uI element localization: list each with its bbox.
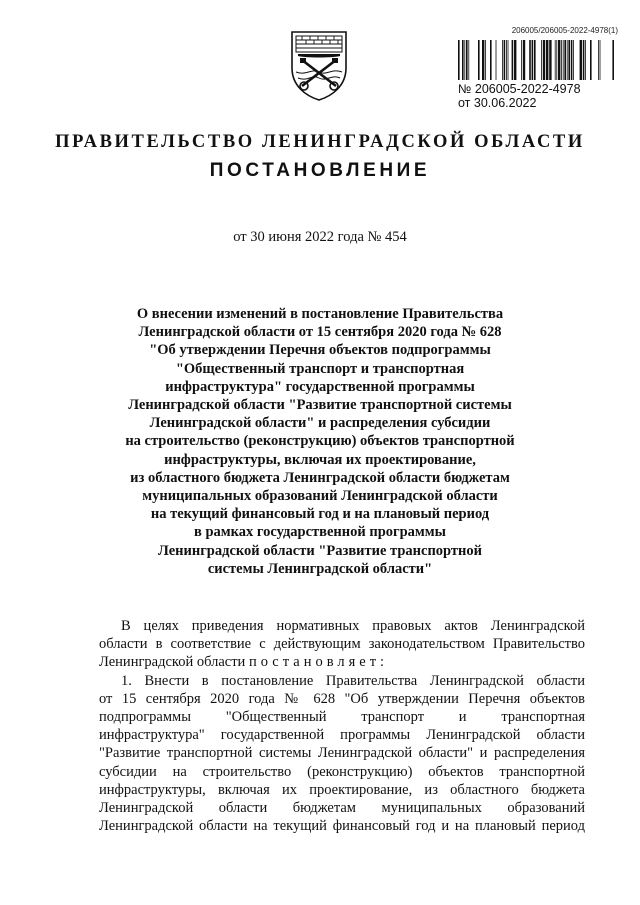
barcode-bar [482,40,484,80]
barcode-bar [514,40,516,80]
barcode-bar [558,40,560,80]
barcode-bar [580,40,582,80]
decree-subject [90,305,550,578]
barcode-bar [563,40,564,80]
subject-line: системы Ленинградской области" [207,560,433,577]
subject-line: в рамках государственной программы [193,524,446,541]
regional-coat-of-arms-icon [288,28,350,102]
barcode-bar [464,40,465,80]
decree-body [99,617,585,835]
barcode-bar [512,40,514,80]
subject-line: на строительство (реконструкцию) объектов транспортной [125,433,515,450]
body-line: области в соответствие с действующим законодательством Правительство [99,636,585,653]
barcode-bar [506,40,507,80]
body-line: "Развитие транспортной системы Ленинградской области" и распределения [99,745,585,762]
subject-line: инфраструктуры, включая их проектирование, [164,451,476,468]
body-line: инфраструктуры, включая их проектирование, из областного бюджета [99,781,585,798]
barcode-bar [567,40,568,80]
registration-block [458,82,581,110]
barcode-bar [478,40,480,80]
resolves-word: постановляет: [248,654,389,671]
barcode-bar [521,40,522,80]
barcode-bar [504,40,506,80]
body-line: подпрограммы "Общественный транспорт и транспортная [99,709,585,726]
body-text: Ленинградской области [99,654,246,671]
subject-line: О внесении изменений в постановление Правительства [136,306,504,322]
subject-line: "Общественный транспорт и транспортная [175,360,465,377]
subject-line: Ленинградской области от 15 сентября 2020 года № 628 [138,324,502,341]
body-line-resolves [99,653,585,671]
registration-number: № 206005-2022-4978 [458,82,581,96]
barcode-bar [458,40,460,80]
body-line: 1. Внести в постановление Правительства Ленинградской области [121,672,585,689]
barcode-bar [590,40,592,80]
barcode-bar [523,40,525,80]
body-line: В целях приведения нормативных правовых актов Ленинградской [121,618,585,634]
subject-line: Ленинградской области" и распределения субсидии [149,415,491,432]
barcode-bar [564,40,566,80]
subject-line: "Об утверждении Перечня объектов подпрограммы [149,342,491,359]
barcode-bar [546,40,548,80]
barcode-bar [600,40,601,80]
body-line: субсидии на строительство (реконструкцию) объектов транспортной [99,763,585,780]
barcode-bar [556,40,557,80]
barcode-bar [612,40,614,80]
government-title: ПРАВИТЕЛЬСТВО ЛЕНИНГРАДСКОЙ ОБЛАСТИ [55,132,585,152]
barcode-bar [555,40,556,80]
barcode-bar [502,40,503,80]
barcode-bar [583,40,585,80]
barcode-bar [529,40,531,80]
barcode-bar [468,40,469,80]
barcode-bar [598,40,599,80]
document-type: ПОСТАНОВЛЕНИЕ [209,160,431,181]
body-line: Ленинградской области на текущий финансовый год и на плановый период [99,818,585,835]
barcode-bar [543,40,545,80]
barcode-bar [561,40,562,80]
body-line: инфраструктура" государственной программы Ленинградской области [99,727,585,744]
subject-line: на текущий финансовый год и на плановый период [150,506,490,523]
decree-date-number: от 30 июня 2022 года № 454 [233,229,407,245]
body-line: от 15 сентября 2020 года № 628 "Об утверждении Перечня объектов [99,690,585,707]
barcode-bar [534,40,536,80]
barcode-bar [490,40,492,80]
barcode-bar [485,40,486,80]
barcode-bar [532,40,534,80]
barcode-bar [549,40,551,80]
body-line: Ленинградской области бюджетам муниципальных образований [99,800,585,817]
barcode-bar [496,40,497,80]
barcode-bar [541,40,542,80]
barcode-bar [571,40,573,80]
barcode-bar [462,40,464,80]
barcode-bar [466,40,468,80]
subject-line: из областного бюджета Ленинградской области бюджетам [130,469,510,486]
barcode-bar [568,40,570,80]
barcode-bar [585,40,586,80]
registration-date: от 30.06.2022 [458,96,537,110]
registry-code: 206005/206005-2022-4978(1) [511,26,618,35]
barcode-bar [573,40,574,80]
subject-line: муниципальных образований Ленинградской области [142,488,498,505]
barcode-bar [508,40,509,80]
subject-line: инфраструктура" государственной программы [165,378,475,395]
subject-line: Ленинградской области "Развитие транспортной системы [128,397,512,414]
subject-line: Ленинградской области "Развитие транспортной [158,542,482,559]
barcode [458,40,616,80]
